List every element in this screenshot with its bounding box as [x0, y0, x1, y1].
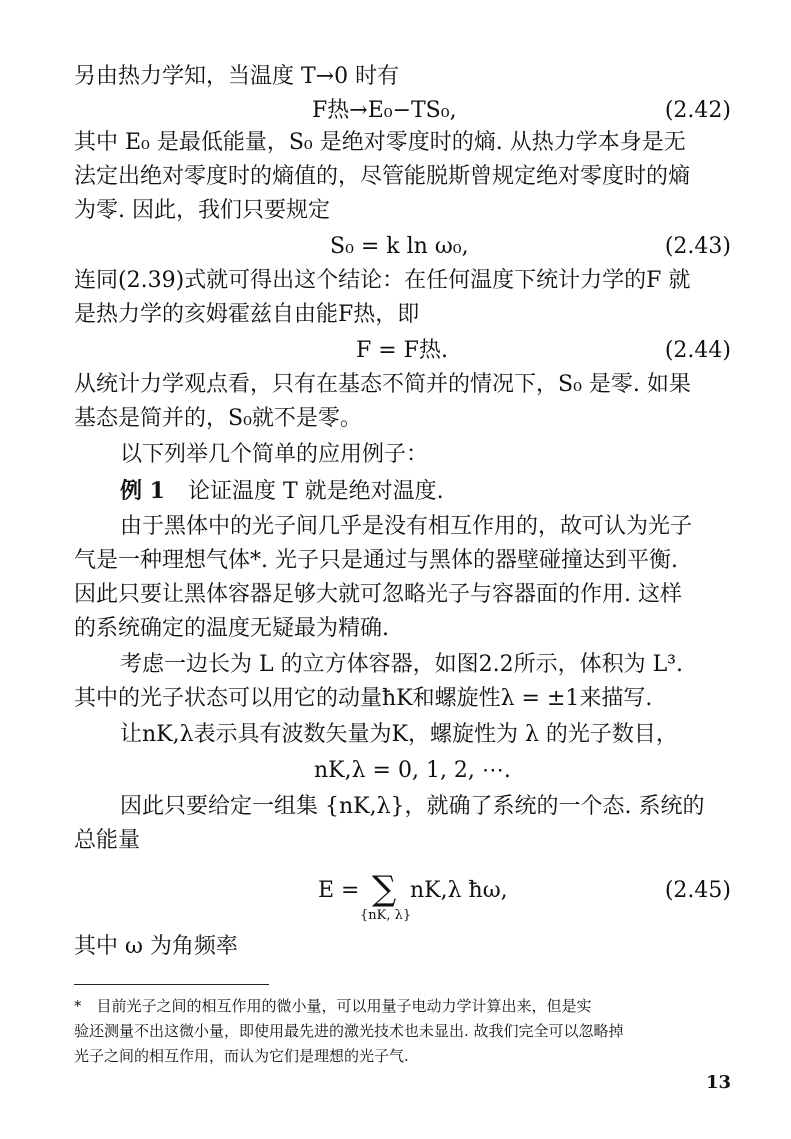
footnote-line: * 目前光子之间的相互作用的微小量，可以用量子电动力学计算出来，但是实 — [74, 997, 592, 1015]
paragraph-line: 总能量 — [74, 828, 141, 853]
footnote-line: 光子之间的相互作用，而认为它们是理想的光子气. — [74, 1047, 409, 1065]
paragraph-line: 是热力学的亥姆霍兹自由能F热，即 — [74, 302, 420, 327]
equation-2-42: F热→E₀−TS₀, — [312, 98, 457, 123]
equation-number-2-44: (2.44) — [664, 338, 731, 363]
equation-photon-number: nK,λ = 0, 1, 2, ⋯. — [314, 758, 511, 783]
equation-rhs: nK,λ ħω, — [410, 878, 508, 903]
paragraph-line: 法定出绝对零度时的熵值的，尽管能脱斯曾规定绝对零度时的熵 — [74, 164, 691, 189]
paragraph-line: 从统计力学观点看，只有在基态不简并的情况下，S₀ 是零. 如果 — [74, 372, 691, 397]
paragraph-line: 另由热力学知，当温度 T→0 时有 — [74, 64, 400, 89]
paragraph-line: 为零. 因此，我们只要规定 — [74, 198, 330, 223]
paragraph-line: 基态是简并的，S₀就不是零。 — [74, 406, 362, 431]
equation-2-44: F = F热. — [356, 338, 448, 363]
equation-2-43: S₀ = k ln ω₀, — [330, 234, 469, 259]
paragraph-line: 其中 ω 为角频率 — [74, 934, 238, 959]
paragraph-line: 其中 E₀ 是最低能量，S₀ 是绝对零度时的熵. 从热力学本身是无 — [74, 130, 686, 155]
paragraph-line: 让nK,λ表示具有波数矢量为K，螺旋性为 λ 的光子数目， — [120, 722, 678, 747]
footnote-line: 验还测量不出这微小量，即使用最先进的激光技术也未显出. 故我们完全可以忽略掉 — [74, 1022, 624, 1040]
paragraph-line: 气是一种理想气体*. 光子只是通过与黑体的器壁碰撞达到平衡. — [74, 548, 678, 573]
paragraph-line: 因此只要让黑体容器足够大就可忽略光子与容器面的作用. 这样 — [74, 582, 682, 607]
paragraph-line: 由于黑体中的光子间几乎是没有相互作用的，故可认为光子 — [120, 514, 693, 539]
paragraph-line: 以下列举几个简单的应用例子： — [120, 442, 429, 467]
example-label: 例 1 — [120, 478, 165, 504]
paragraph-line: 因此只要给定一组集 {nK,λ}，就确了系统的一个态. 系统的 — [120, 794, 705, 819]
summation-sign: ∑ — [372, 869, 397, 909]
equation-lhs: E = — [318, 878, 360, 903]
summation-subscript: {nK, λ} — [360, 908, 412, 923]
equation-number-2-45: (2.45) — [664, 878, 731, 903]
equation-number-2-42: (2.42) — [664, 98, 731, 123]
example-heading — [120, 476, 750, 507]
page-number: 13 — [706, 1072, 732, 1093]
paragraph-line: 连同(2.39)式就可得出这个结论：在任何温度下统计力学的F 就 — [74, 268, 691, 293]
footnote-divider — [74, 984, 269, 985]
paragraph-line: 的系统确定的温度无疑最为精确. — [74, 616, 389, 641]
equation-number-2-43: (2.43) — [664, 234, 731, 259]
paragraph-line: 其中的光子状态可以用它的动量ħK和螺旋性λ = ±1来描写. — [74, 686, 653, 711]
paragraph-line: 考虑一边长为 L 的立方体容器，如图2.2所示，体积为 L³. — [120, 652, 683, 677]
example-statement: 论证温度 T 就是绝对温度. — [187, 479, 444, 504]
